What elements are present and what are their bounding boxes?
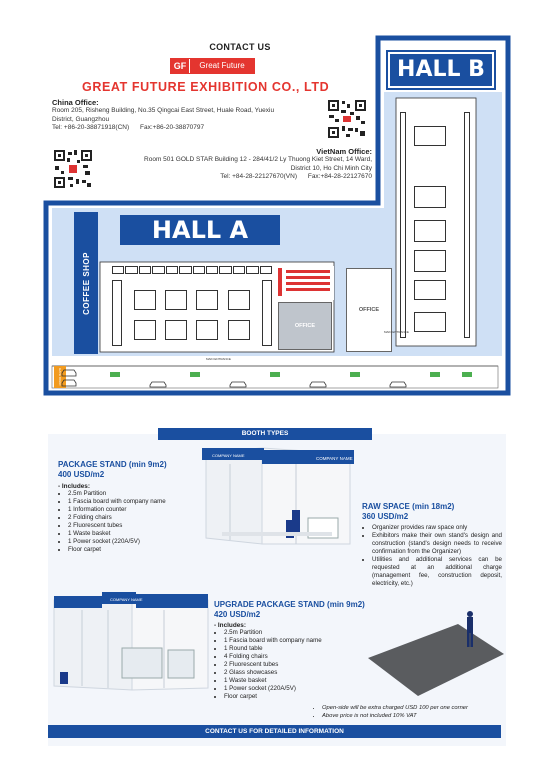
list-item: • Organizer provides raw space only	[372, 524, 502, 532]
package-stand-image	[200, 446, 356, 546]
china-tel: Tel: +86-20-38871918(CN)	[52, 124, 130, 131]
china-address-2: District, Guangzhou	[52, 115, 110, 123]
booth[interactable]	[134, 290, 156, 310]
booth[interactable]	[414, 250, 446, 272]
upgrade-stand-image	[52, 590, 210, 694]
upgrade-stand-title: UPGRADE PACKAGE STAND (min 9m2) 420 USD/m2	[214, 600, 365, 619]
logo-mark: GF	[171, 59, 189, 73]
booth[interactable]	[414, 312, 446, 332]
booth[interactable]	[233, 266, 245, 274]
pricing-notes	[322, 704, 506, 720]
list-item: • Exhibitors make their own stand's design and construction (stand's design needs to receive confirmation from the Organizer)	[372, 532, 502, 556]
list-item: • Utilities and additional services can be requested at an additional charge (management fee, construction deposit, electricity, etc.)	[372, 556, 502, 588]
vietnam-address-1: Room 501 GOLD STAR Building 12 - 284/41/2 Ly Thuong Kiet Street, 14 Ward,	[144, 156, 372, 163]
booth[interactable]	[246, 266, 258, 274]
main-entrance-label: MAIN ENTRANCE	[206, 357, 231, 361]
list-item: • Open-side will be extra charged USD 100 per one corner	[322, 704, 506, 712]
booth[interactable]	[228, 290, 250, 310]
raw-space-title: RAW SPACE (min 18m2) 360 USD/m2	[362, 502, 455, 521]
list-item: • 2.5m Partition	[68, 490, 198, 498]
booth[interactable]	[414, 220, 446, 242]
footer-contact-bar[interactable]: CONTACT US FOR DETAILED INFORMATION	[48, 725, 501, 738]
booth[interactable]	[196, 290, 218, 310]
list-item: • Floor carpet	[68, 546, 198, 554]
list-item: • 1 Power socket (220A/5V)	[224, 685, 364, 693]
list-item: • 2.5m Partition	[224, 629, 364, 637]
list-item: • 1 Fascia board with company name	[68, 498, 198, 506]
main-entrance-label-b: MAIN ENTRANCE	[384, 330, 409, 334]
vietnam-office-title: VietNam Office:	[316, 147, 372, 156]
upgrade-includes: - Includes: • 2.5m Partition • 1 Fascia board with company name • 1 Round table • 4 Folding chairs • 2 Fluorescent tubes • 2 Glass showcases • 1 Waste basket • 1 Power socket (220A/5V) • Floor carpet	[214, 622, 364, 701]
booth[interactable]	[414, 280, 446, 300]
china-fax: Fax:+86-20-38870797	[140, 124, 205, 131]
list-item: • 1 Round table	[224, 645, 364, 653]
booth[interactable]	[165, 290, 187, 310]
booth[interactable]	[165, 320, 187, 340]
list-item: • Above price is not included 10% VAT	[322, 712, 506, 720]
list-item: • 2 Folding chairs	[68, 514, 198, 522]
china-address-1: Room 205, Risheng Building, No.35 Qingcai East Street, Huale Road, Yuexiu	[52, 107, 275, 114]
package-stand-title: PACKAGE STAND (min 9m2) 400 USD/m2	[58, 460, 167, 479]
booth[interactable]	[139, 266, 151, 274]
contact-title: CONTACT US	[209, 42, 271, 52]
office-hall-a: OFFICE	[278, 302, 332, 350]
fascia-label-upgrade: COMPANY NAME	[110, 597, 143, 602]
list-item: • 1 Power socket (220A/5V)	[68, 538, 198, 546]
booth[interactable]	[219, 266, 231, 274]
hall-a-label: HALL A	[120, 215, 280, 245]
vietnam-fax: Fax:+84-28-22127670	[307, 173, 372, 180]
list-item: • 1 Fascia board with company name	[224, 637, 364, 645]
booth[interactable]	[228, 320, 250, 340]
booth[interactable]	[414, 186, 446, 208]
china-office-title: China Office:	[52, 98, 99, 107]
booth[interactable]	[262, 280, 272, 346]
list-item: • 2 Fluorescent tubes	[68, 522, 198, 530]
gate: GATE ROAD	[54, 366, 66, 388]
booth[interactable]	[400, 112, 406, 338]
booth[interactable]	[196, 320, 218, 340]
booth[interactable]	[112, 280, 122, 346]
booth[interactable]	[134, 320, 156, 340]
booth[interactable]	[125, 266, 137, 274]
company-name: GREAT FUTURE EXHIBITION CO., LTD	[82, 80, 330, 94]
booth[interactable]	[260, 266, 272, 274]
raw-space-items	[362, 524, 502, 588]
booth[interactable]	[193, 266, 205, 274]
fascia-label-left: COMPANY NAME	[212, 453, 245, 458]
list-item: • 1 Waste basket	[224, 677, 364, 685]
list-item: • 2 Fluorescent tubes	[224, 661, 364, 669]
list-item: • 1 Waste basket	[68, 530, 198, 538]
booth[interactable]	[152, 266, 164, 274]
coffee-shop: COFFEE SHOP	[74, 212, 98, 354]
booth[interactable]	[179, 266, 191, 274]
booth[interactable]	[206, 266, 218, 274]
office-center: OFFICE	[346, 268, 392, 352]
parking-marks	[60, 368, 500, 390]
booth[interactable]	[166, 266, 178, 274]
booth[interactable]	[112, 266, 124, 274]
upgrade-items	[214, 629, 364, 701]
booth-types-title: BOOTH TYPES	[158, 428, 372, 440]
hall-a-top-booths	[112, 266, 272, 274]
list-item: • 1 Information counter	[68, 506, 198, 514]
vietnam-address-2: District 10, Ho Chi Minh City	[290, 164, 372, 172]
raw-space-image	[366, 598, 506, 702]
vietnam-tel: Tel: +84-28-22127670(VN)	[220, 173, 297, 180]
package-items	[58, 490, 198, 554]
package-includes: - Includes: • 2.5m Partition • 1 Fascia board with company name • 1 Information counter • 2 Folding chairs • 2 Fluorescent tubes • 1 Waste basket • 1 Power socket (220A/5V) • Floor carpet	[58, 483, 198, 554]
hall-b-label: HALL B	[388, 52, 494, 88]
booth[interactable]	[464, 112, 470, 338]
list-item: • Floor carpet	[224, 693, 364, 701]
list-item: • 2 Glass showcases	[224, 669, 364, 677]
booth[interactable]	[414, 126, 446, 146]
seating-area	[276, 266, 334, 300]
list-item: • 4 Folding chairs	[224, 653, 364, 661]
fascia-label: COMPANY NAME	[316, 456, 353, 461]
logo-text: Great Future	[190, 59, 254, 73]
